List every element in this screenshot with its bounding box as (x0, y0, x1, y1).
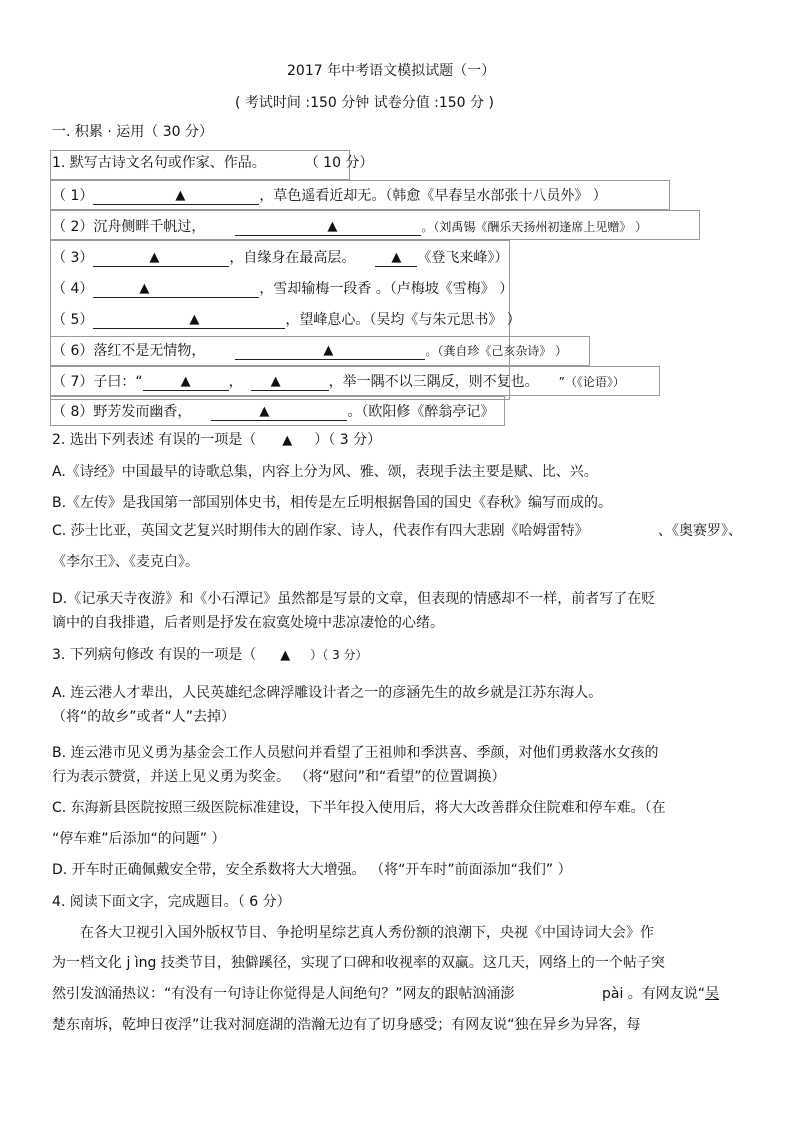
q3-option-c-line2: “停车难”后添加“的问题” ） (52, 831, 226, 847)
q3-option-a-line1: A. 连云港人才辈出，人民英雄纪念碑浮雕设计者之一的彦涵先生的故乡就是江苏东海人。 (52, 685, 603, 701)
q3-stem (52, 646, 368, 665)
blank-marker: ▲ (180, 374, 191, 389)
answer-blank (143, 374, 229, 391)
item-number: （ 2）沉舟侧畔千帆过， (52, 219, 206, 235)
q1-item-5 (52, 311, 521, 329)
blank-marker: ▲ (149, 250, 160, 265)
item-number: （ 4） (52, 281, 94, 297)
answer-blank (93, 281, 259, 298)
answer-blank (235, 343, 425, 360)
item-number: （ 7）子曰：“ (52, 374, 143, 390)
answer-marker: ▲ (282, 433, 293, 448)
q4-para-line4: 楚东南坼，乾坤日夜浮”让我对洞庭湖的浩瀚无边有了切身感受；有网友说“独在异乡为异客，每 (52, 1017, 641, 1033)
q1-item-1 (52, 187, 607, 205)
section-heading: 一. 积累 · 运用（ 30 分） (52, 124, 213, 140)
q2-option-b: B.《左传》是我国第一部国别体史书，相传是左丘明根据鲁国的国史《春秋》编写而成的。 (52, 495, 613, 511)
item-text: ，雪却输梅一段香 。（卢梅坡《雪梅》 ） (259, 281, 514, 297)
q2-stem (52, 431, 381, 450)
item-number: （ 3） (52, 250, 94, 266)
pinyin-text: pài 。有网友说“ (602, 986, 706, 1002)
item-text: 。（欧阳修《醉翁亭记》 (347, 404, 495, 420)
q1-item-7 (52, 373, 625, 391)
q1-score: （ 10 分） (304, 155, 374, 171)
item-text: ， (228, 374, 243, 390)
item-text: 《登飞来峰》） (417, 250, 509, 266)
q3-option-b-line1: B. 连云港市见义勇为基金会工作人员慰问并看望了王祖帅和季洪喜、季颜，对他们勇救落水女孩的 (52, 745, 659, 761)
item-number: （ 5） (52, 312, 94, 328)
answer-blank (235, 219, 421, 236)
exam-subtitle: ( 考试时间 :150 分钟 试卷分值 :150 分 ) (235, 95, 494, 111)
item-text: ，草色遥看近却无。（韩愈《早春呈水部张十八员外》 ） (259, 188, 607, 204)
q4-para-line1: 在各大卫视引入国外版权节目、争抢明星综艺真人秀份额的浪潮下，央视《中国诗词大会》作 (80, 925, 654, 941)
q2-option-c-line1-end: 、《奥赛罗》、 (658, 523, 742, 539)
q2-option-a: A.《诗经》中国最早的诗歌总集，内容上分为风、雅、颂，表现手法主要是赋、比、兴。 (52, 464, 598, 480)
blank-marker: ▲ (391, 250, 402, 265)
q1-item-4 (52, 280, 513, 298)
answer-marker: ▲ (280, 648, 291, 663)
q3-score: ）（ 3 分） (310, 648, 368, 662)
q2-option-c-line2: 《李尔王》、《麦克白》。 (52, 554, 199, 570)
q1-item-6 (52, 342, 567, 360)
item-text: ，举一隅不以三隅反，则不复也。 (328, 374, 539, 390)
q3-option-b-line2: 行为表示赞赏，并送上见义勇为奖金。 （将“慰问”和“看望”的位置调换） (52, 769, 506, 785)
item-text: ，望峰息心。（吴均《与朱元思书》 ） (285, 312, 521, 328)
q4-para-line3-pinyin (602, 985, 719, 1003)
q2-option-d-line1: D.《记承天寺夜游》和《小石潭记》虽然都是写景的文章，但表现的情感却不一样，前者写了在贬 (52, 591, 656, 607)
underlined-char: 吴 (705, 986, 720, 1002)
q3-option-d: D. 开车时正确佩戴安全带，安全系数将大大增强。 （将“开车时”前面添加“我们” ） (52, 862, 572, 878)
item-number: （ 6）落红不是无情物， (52, 343, 206, 359)
q4-para-line2: 为一档文化 j ìng 技类节目，独僻蹊径，实现了口碑和收视率的双赢。这几天，网络上的一个帖子突 (52, 955, 665, 971)
item-text: ，自缘身在最高层。 (229, 250, 356, 266)
q2-score: ）（ 3 分） (314, 432, 382, 448)
q4-stem: 4. 阅读下面文字，完成题目。（ 6 分） (52, 894, 291, 910)
blank-marker: ▲ (189, 312, 200, 327)
blank-marker: ▲ (139, 281, 150, 296)
blank-marker: ▲ (175, 188, 186, 203)
answer-blank (211, 404, 347, 421)
q3-option-c-line1: C. 东海新县医院按照三级医院标准建设，下半年投入使用后，将大大改善群众住院难和停车难。（在 (52, 800, 666, 816)
q4-para-line3: 然引发汹涌热议：“有没有一句诗让你觉得是人间绝句？”网友的跟帖汹涌澎 (52, 986, 515, 1002)
q3-stem-text: 3. 下列病句修改 有误的一项是（ (52, 647, 257, 663)
q1-stem (52, 154, 373, 172)
answer-blank (251, 374, 329, 391)
item-text: 。（刘禹锡《酬乐天扬州初逢席上见赠》 ） (421, 220, 648, 234)
blank-marker: ▲ (259, 404, 270, 419)
blank-marker: ▲ (323, 343, 334, 358)
q1-stem-text: 1. 默写古诗文名句或作家、作品。 (52, 155, 266, 171)
q2-stem-text: 2. 选出下列表述 有误的一项是（ (52, 432, 257, 448)
blank-marker: ▲ (327, 219, 338, 234)
answer-blank (93, 188, 259, 205)
item-text: ”（《论语》） (558, 375, 625, 389)
q1-item-8 (52, 403, 494, 421)
answer-blank (93, 312, 285, 329)
q2-option-c-line1: C. 莎士比亚，英国文艺复兴时期伟大的剧作家、诗人，代表作有四大悲剧《哈姆雷特》 (52, 523, 589, 539)
item-number: （ 8）野芳发而幽香， (52, 404, 192, 420)
answer-blank (93, 250, 229, 267)
answer-blank (375, 250, 417, 267)
blank-marker: ▲ (270, 374, 281, 389)
q1-item-2 (52, 218, 647, 236)
item-text: 。（龚自珍《己亥杂诗》 ） (425, 344, 568, 358)
q2-option-d-line2: 谪中的自我排遣，后者则是抒发在寂寞处境中悲凉凄怆的心绪。 (52, 615, 444, 631)
q3-option-a-line2: （将“的故乡”或者“人”去掉） (52, 709, 236, 725)
item-number: （ 1） (52, 188, 94, 204)
exam-title: 2017 年中考语文模拟试题（一） (287, 63, 496, 79)
q1-item-3 (52, 249, 508, 267)
